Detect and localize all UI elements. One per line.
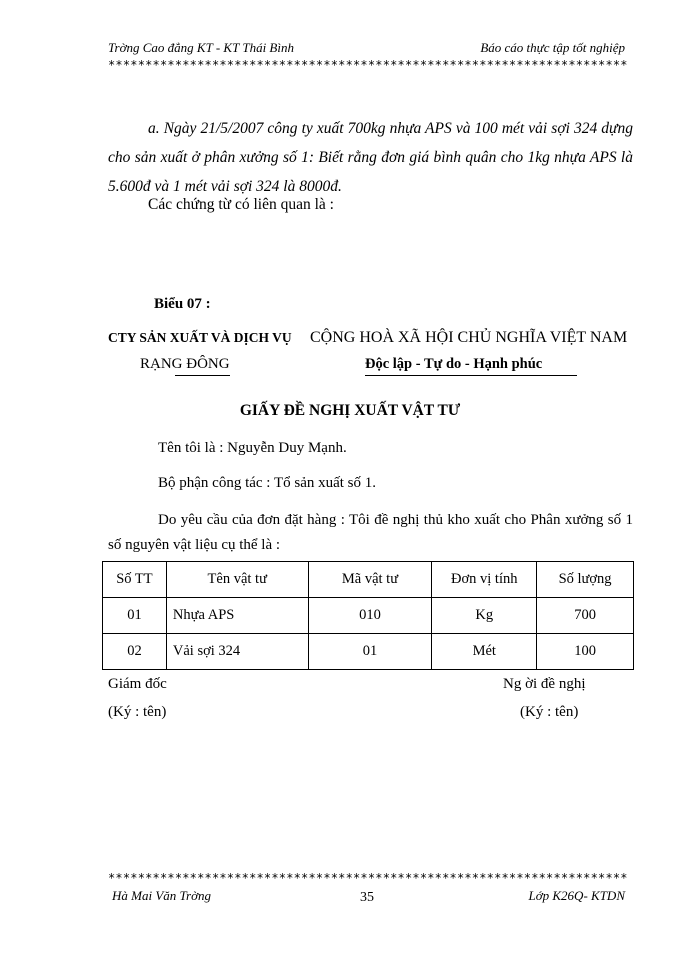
cell-code: 010 xyxy=(308,598,432,634)
nation-title: CỘNG HOÀ XÃ HỘI CHỦ NGHĨA VIỆT NAM xyxy=(310,329,628,346)
company-name-line2: RẠNG ĐÔNG xyxy=(140,356,230,372)
signature-requester-title: Ng ời đề nghị xyxy=(503,676,586,692)
footer-class: Lớp K26Q- KTDN xyxy=(528,888,625,903)
cell-unit: Kg xyxy=(432,598,537,634)
header-school: Trờng Cao đẳng KT - KT Thái Bình xyxy=(108,40,294,55)
signature-director-sub: (Ký : tên) xyxy=(108,704,167,720)
footer-divider: ********************************************************************** xyxy=(108,871,628,885)
company-underline xyxy=(175,375,230,376)
footer-author: Hà Mai Văn Trờng xyxy=(112,888,212,903)
cell-index: 01 xyxy=(103,598,167,634)
table-header-row xyxy=(103,562,634,598)
col-header-quantity: Số lượng xyxy=(537,562,634,598)
col-header-unit: Đơn vị tính xyxy=(432,562,537,598)
col-header-index: Số TT xyxy=(103,562,167,598)
company-name-line1: CTY SẢN XUẤT VÀ DỊCH VỤ xyxy=(108,330,292,345)
request-text: Do yêu cầu của đơn đặt hàng : Tôi đề nghị thủ kho xuất cho Phân xưởng số 1 số nguyên vật liệu cụ thể là : xyxy=(108,512,633,553)
cell-index: 02 xyxy=(103,634,167,670)
header-report-title: Báo cáo thực tập tốt nghiệp xyxy=(480,40,625,55)
related-docs-line: Các chứng từ có liên quan là : xyxy=(148,196,334,213)
col-header-code: Mã vật tư xyxy=(308,562,432,598)
form-title: GIẤY ĐỀ NGHỊ XUẤT VẬT TƯ xyxy=(239,402,461,419)
table-row xyxy=(103,598,634,634)
nation-motto: Độc lập - Tự do - Hạnh phúc xyxy=(365,356,543,372)
page-number: 35 xyxy=(360,890,374,905)
cell-code: 01 xyxy=(308,634,432,670)
materials-table xyxy=(102,561,634,670)
signature-director-title: Giám đốc xyxy=(108,676,167,692)
table-row xyxy=(103,634,634,670)
cell-quantity: 100 xyxy=(537,634,634,670)
intro-paragraph: a. Ngày 21/5/2007 công ty xuất 700kg nhựa APS và 100 mét vải sợi 324 dựng cho sản xuất ở phân xưởng số 1: Biết rằng đơn giá bình quân cho 1kg nhựa APS là 5.600đ và 1 mét vải sợi 324 là 8000đ. xyxy=(108,120,633,195)
motto-underline xyxy=(365,375,577,376)
header-divider: ********************************************************************** xyxy=(108,58,628,72)
requester-name: Tên tôi là : Nguyễn Duy Mạnh. xyxy=(158,440,347,456)
cell-unit: Mét xyxy=(432,634,537,670)
col-header-name: Tên vật tư xyxy=(166,562,308,598)
cell-name: Vải sợi 324 xyxy=(166,634,308,670)
cell-quantity: 700 xyxy=(537,598,634,634)
form-label: Biểu 07 : xyxy=(154,296,211,312)
requester-department: Bộ phận công tác : Tổ sản xuất số 1. xyxy=(158,475,377,491)
signature-requester-sub: (Ký : tên) xyxy=(520,704,579,720)
cell-name: Nhựa APS xyxy=(166,598,308,634)
